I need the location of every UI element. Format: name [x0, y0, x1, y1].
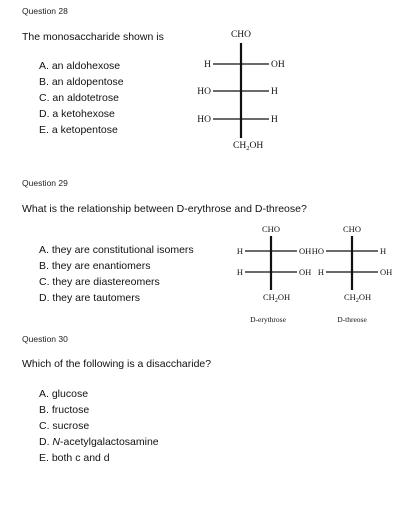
erythrose-row2-left: H	[236, 267, 243, 277]
q28-option-e[interactable]: E. a ketopentose	[39, 124, 118, 136]
q28-option-c[interactable]: C. an aldotetrose	[39, 92, 119, 104]
q28-row2-right: H	[271, 87, 278, 97]
q28-row1-left: H	[204, 60, 211, 70]
question-30-options	[39, 386, 159, 466]
q28-option-a[interactable]: A. an aldohexose	[39, 60, 121, 72]
threose-row2-left: H	[317, 267, 324, 277]
q30-option-d-rest: -acetylgalactosamine	[60, 436, 159, 448]
q28-row3-right: H	[271, 115, 278, 125]
q30-option-c[interactable]: C. sucrose	[39, 420, 90, 432]
threose-row2-right: OH	[380, 267, 393, 277]
erythrose-top-group: CHO	[262, 224, 280, 234]
q30-option-d-italic-n: N	[52, 436, 61, 448]
threose-row1-left: HO	[311, 246, 324, 256]
question-30-header: Question 30	[22, 334, 68, 344]
q30-option-d[interactable]	[39, 434, 159, 450]
q28-row3-left: HO	[197, 115, 211, 125]
q28-option-b[interactable]: B. an aldopentose	[39, 76, 124, 88]
q30-option-d-letter: D.	[39, 436, 53, 448]
erythrose-row2-right: OH	[299, 267, 312, 277]
question-30-stem: Which of the following is a disaccharide?	[22, 358, 212, 370]
q28-row1-right: OH	[271, 60, 285, 70]
q28-row2-left: HO	[197, 87, 211, 97]
q28-option-d[interactable]: D. a ketohexose	[39, 108, 115, 120]
question-28-stem: The monosaccharide shown is	[22, 31, 164, 43]
q28-bottom-group: $CH_2OH$	[233, 141, 264, 152]
question-29-stem: What is the relationship between D-erythrose and D-threose?	[22, 203, 307, 215]
q29-option-a[interactable]: A. they are constitutional isomers	[39, 244, 194, 256]
q30-option-a[interactable]: A. glucose	[39, 388, 89, 400]
threose-caption: D-threose	[337, 315, 367, 324]
threose-bottom-group: $CH_2OH$	[344, 292, 372, 304]
q30-option-e[interactable]: E. both c and d	[39, 452, 110, 464]
erythrose-caption: D-erythrose	[250, 315, 286, 324]
erythrose-bottom-group: $CH_2OH$	[263, 292, 291, 304]
q29-option-b[interactable]: B. they are enantiomers	[39, 260, 151, 272]
threose-row1-right: H	[380, 246, 387, 256]
q30-option-b[interactable]: B. fructose	[39, 404, 90, 416]
q29-option-c[interactable]: C. they are diastereomers	[39, 276, 160, 288]
q28-top-group: CHO	[230, 30, 252, 40]
erythrose-row1-right: OH	[299, 246, 312, 256]
erythrose-row1-left: H	[236, 246, 243, 256]
q29-option-d[interactable]: D. they are tautomers	[39, 292, 140, 304]
question-29-header: Question 29	[22, 178, 68, 188]
question-28-header: Question 28	[22, 6, 68, 16]
threose-top-group: CHO	[343, 224, 361, 234]
